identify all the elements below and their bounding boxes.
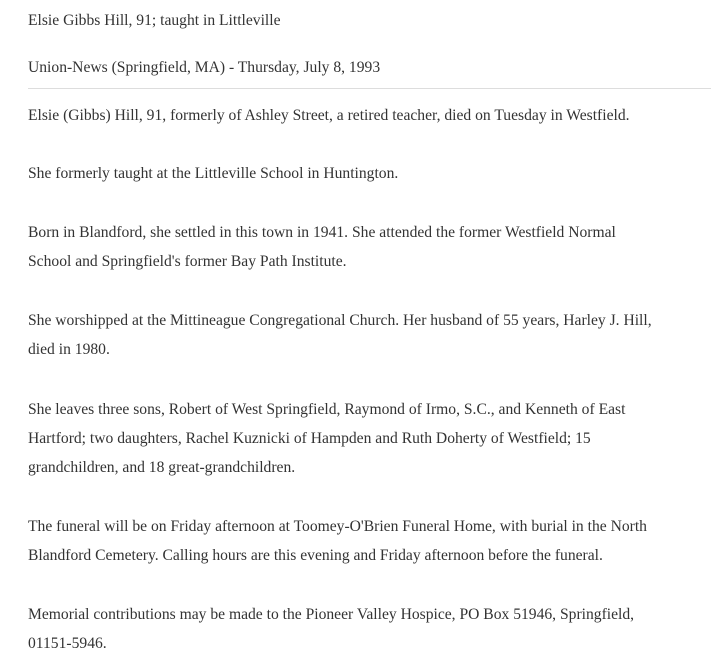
- paragraph-line: Hartford; two daughters, Rachel Kuznicki of Hampden and Ruth Doherty of Westfield; 15: [28, 430, 591, 447]
- paragraph-death-notice: [28, 101, 712, 130]
- paragraph-line: Born in Blandford, she settled in this town in 1941. She attended the former Westfield Normal: [28, 224, 616, 241]
- paragraph-line: Elsie (Gibbs) Hill, 91, formerly of Ashley Street, a retired teacher, died on Tuesday in Westfield.: [28, 107, 630, 124]
- paragraph-funeral: [28, 512, 712, 570]
- paragraph-survivors: [28, 395, 712, 482]
- paragraph-line: Blandford Cemetery. Calling hours are this evening and Friday afternoon before the funeral.: [28, 547, 603, 564]
- paragraph-line: Memorial contributions may be made to the Pioneer Valley Hospice, PO Box 51946, Springfield,: [28, 606, 635, 623]
- paragraph-line: The funeral will be on Friday afternoon at Toomey-O'Brien Funeral Home, with burial in the North: [28, 518, 647, 535]
- paragraph-memorial: [28, 600, 712, 658]
- article-source-line: Union-News (Springfield, MA) - Thursday, July 8, 1993: [28, 59, 381, 76]
- article-title: Elsie Gibbs Hill, 91; taught in Littleville: [28, 12, 281, 29]
- paragraph-line: grandchildren, and 18 great-grandchildren.: [28, 459, 296, 476]
- paragraph-teaching: [28, 159, 712, 188]
- paragraph-line: She formerly taught at the Littleville School in Huntington.: [28, 165, 399, 182]
- paragraph-line: She worshipped at the Mittineague Congregational Church. Her husband of 55 years, Harley J. Hill,: [28, 312, 652, 329]
- paragraph-line: School and Springfield's former Bay Path Institute.: [28, 253, 347, 270]
- paragraph-line: 01151-5946.: [28, 635, 107, 652]
- paragraph-line: She leaves three sons, Robert of West Springfield, Raymond of Irmo, S.C., and Kenneth of East: [28, 401, 626, 418]
- paragraph-church-husband: [28, 306, 712, 364]
- paragraph-line: died in 1980.: [28, 341, 110, 358]
- header-divider: [28, 88, 711, 89]
- paragraph-background: [28, 218, 712, 276]
